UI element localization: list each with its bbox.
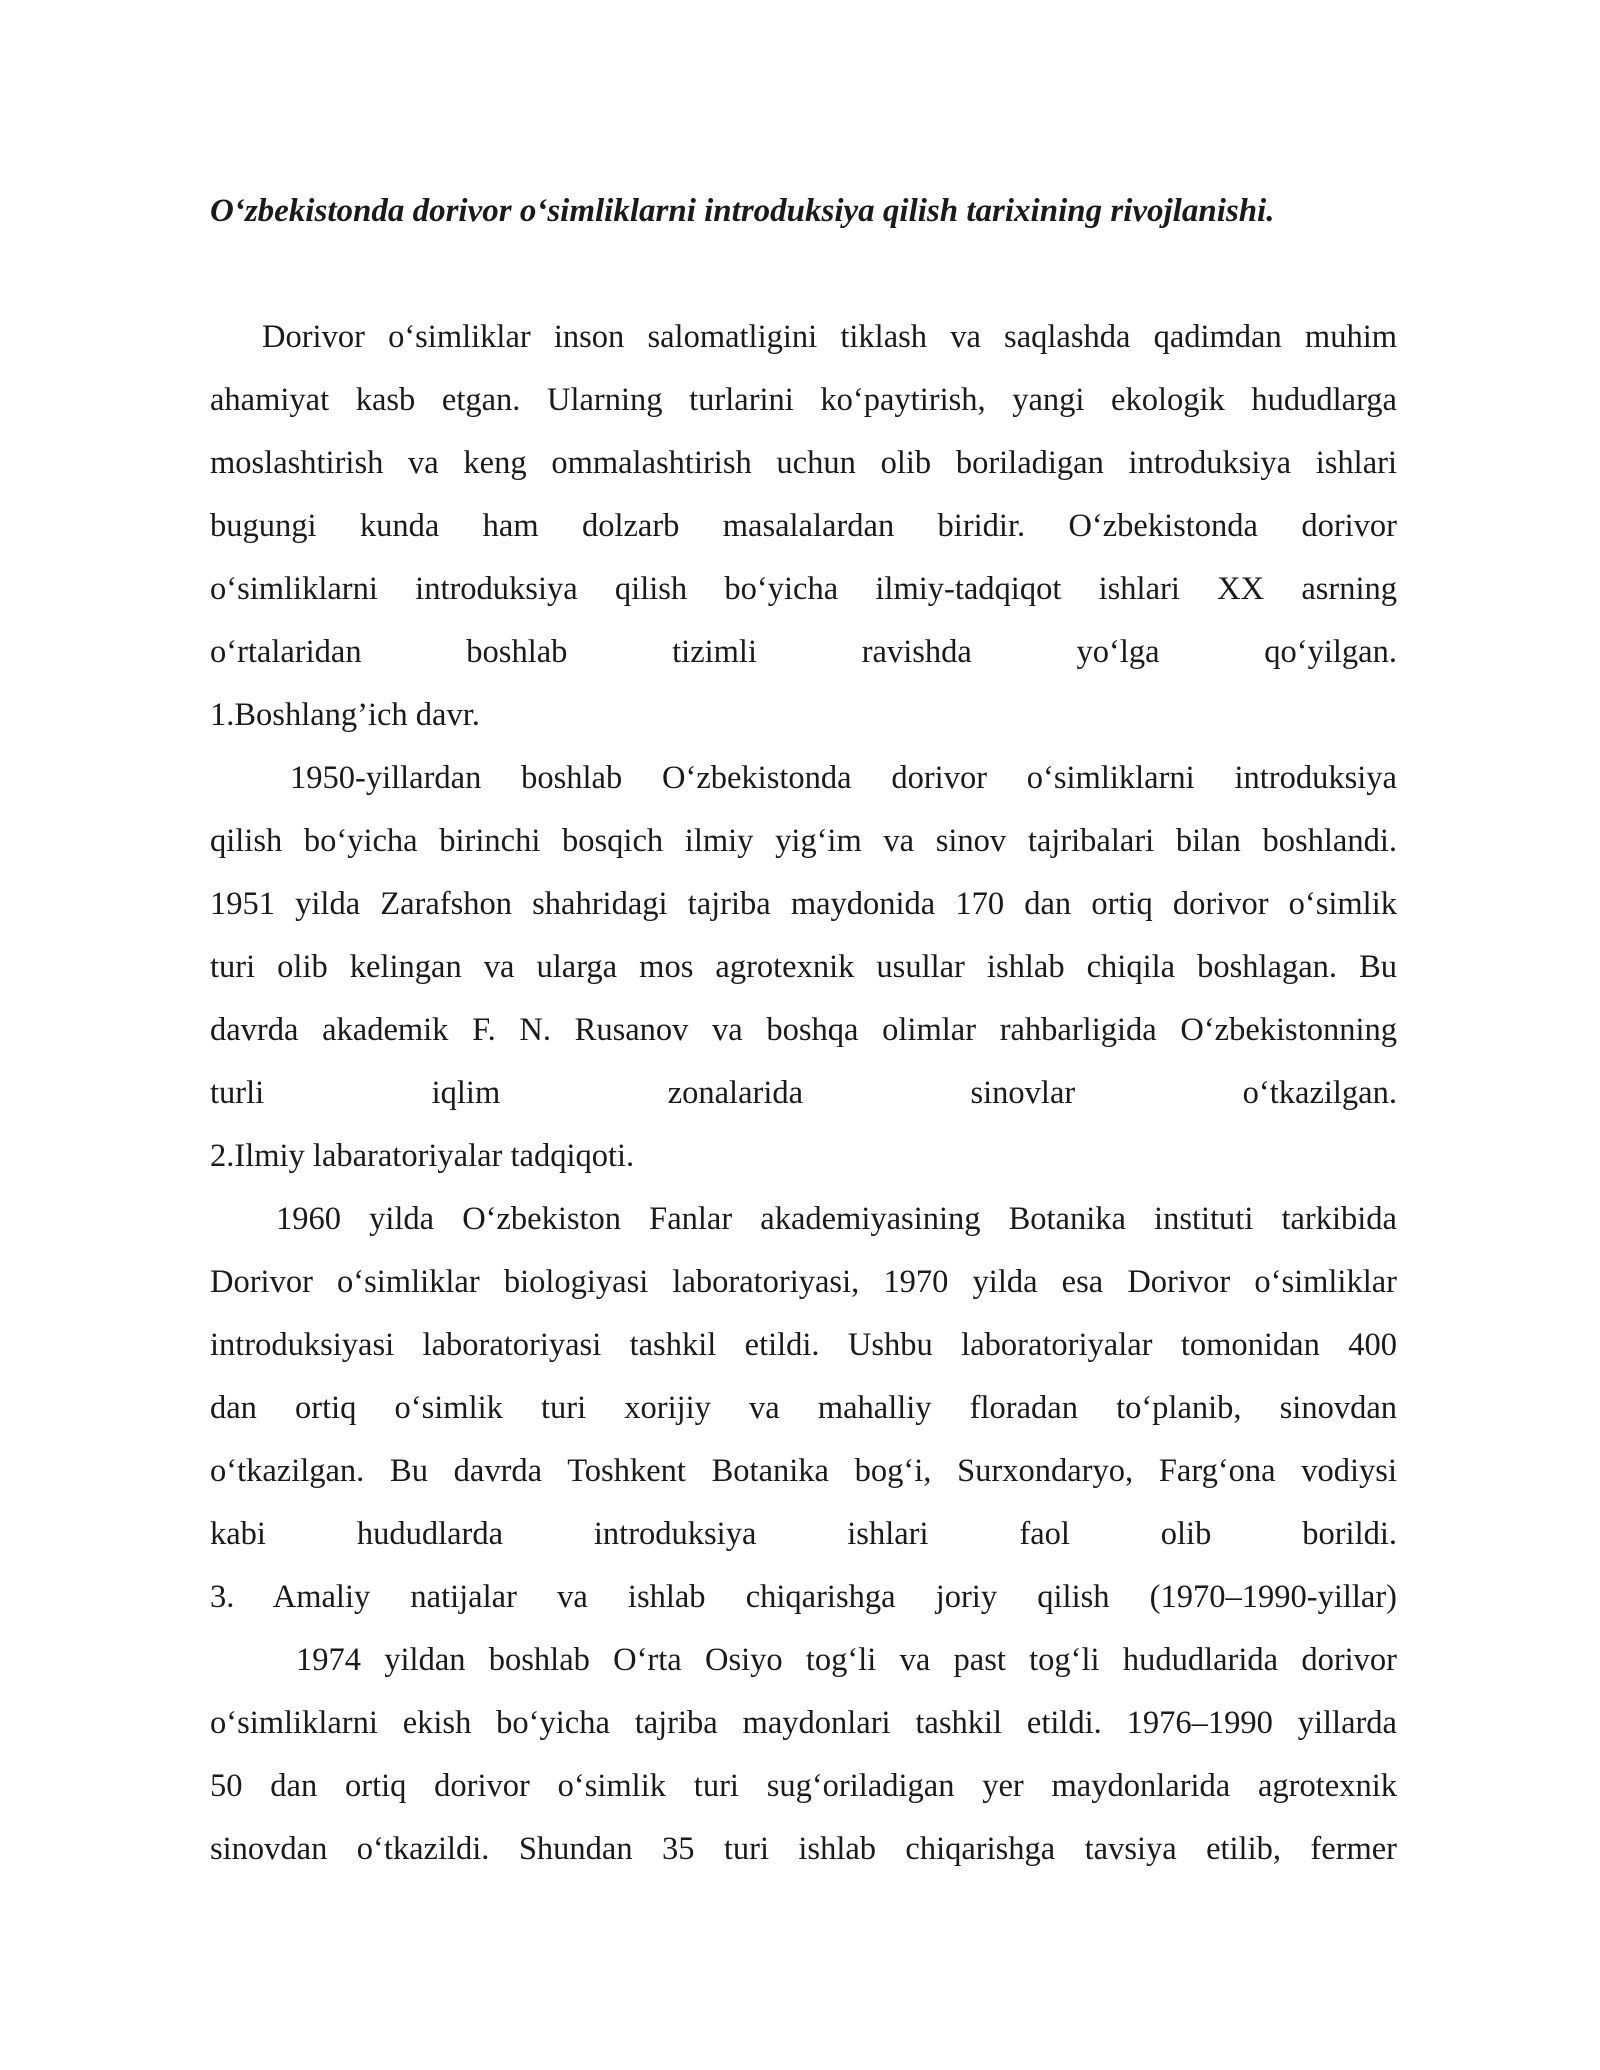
section-heading: 2.Ilmiy labaratoriyalar tadqiqoti.	[210, 1138, 635, 1174]
text-line: turi olib kelingan va ularga mos agrotexnik usullar ishlab chiqila boshlagan. Bu	[210, 949, 1397, 985]
text-line: o‘rtalaridan boshlab tizimli ravishda yo‘lga qo‘yilgan.	[210, 634, 1397, 670]
text-line: davrda akademik F. N. Rusanov va boshqa olimlar rahbarligida O‘zbekistonning	[210, 1012, 1397, 1048]
text-line: Dorivor o‘simliklar inson salomatligini tiklash va saqlashda qadimdan muhim	[262, 319, 1397, 355]
text-line: 1960 yilda O‘zbekiston Fanlar akademiyasining Botanika instituti tarkibida	[276, 1201, 1397, 1237]
text-line: qilish bo‘yicha birinchi bosqich ilmiy yig‘im va sinov tajribalari bilan boshlandi.	[210, 823, 1397, 859]
text-line: 1950-yillardan boshlab O‘zbekistonda dorivor o‘simliklarni introduksiya	[290, 760, 1397, 796]
text-line: o‘simliklarni introduksiya qilish bo‘yicha ilmiy-tadqiqot ishlari XX asrning	[210, 571, 1397, 607]
text-line: Dorivor o‘simliklar biologiyasi laboratoriyasi, 1970 yilda esa Dorivor o‘simliklar	[210, 1264, 1397, 1300]
text-line: kabi hududlarda introduksiya ishlari faol olib borildi.	[210, 1516, 1397, 1552]
text-line: 50 dan ortiq dorivor o‘simlik turi sug‘oriladigan yer maydonlarida agrotexnik	[210, 1768, 1397, 1804]
text-line: sinovdan o‘tkazildi. Shundan 35 turi ishlab chiqarishga tavsiya etilib, fermer	[210, 1831, 1397, 1867]
text-line: 1974 yildan boshlab O‘rta Osiyo tog‘li va past tog‘li hududlarida dorivor	[296, 1642, 1397, 1678]
text-line: o‘tkazilgan. Bu davrda Toshkent Botanika bog‘i, Surxondaryo, Farg‘ona vodiysi	[210, 1453, 1397, 1489]
text-line: ahamiyat kasb etgan. Ularning turlarini ko‘paytirish, yangi ekologik hududlarga	[210, 382, 1397, 418]
section-heading: 1.Boshlang’ich davr.	[210, 697, 480, 733]
text-line: dan ortiq o‘simlik turi xorijiy va mahalliy floradan to‘planib, sinovdan	[210, 1390, 1397, 1426]
text-line: 1951 yilda Zarafshon shahridagi tajriba maydonida 170 dan ortiq dorivor o‘simlik	[210, 886, 1397, 922]
text-line: introduksiyasi laboratoriyasi tashkil etildi. Ushbu laboratoriyalar tomonidan 400	[210, 1327, 1397, 1363]
text-line: o‘simliklarni ekish bo‘yicha tajriba maydonlari tashkil etildi. 1976–1990 yillarda	[210, 1705, 1397, 1741]
text-line: turli iqlim zonalarida sinovlar o‘tkazilgan.	[210, 1075, 1397, 1111]
section-heading: 3. Amaliy natijalar va ishlab chiqarishga joriy qilish (1970–1990-yillar)	[210, 1579, 1397, 1615]
document-title: O‘zbekistonda dorivor o‘simliklarni introduksiya qilish tarixining rivojlanishi.	[210, 193, 1275, 229]
text-line: bugungi kunda ham dolzarb masalalardan biridir. O‘zbekistonda dorivor	[210, 508, 1397, 544]
text-line: moslashtirish va keng ommalashtirish uchun olib boriladigan introduksiya ishlari	[210, 445, 1397, 481]
document-body	[210, 306, 1397, 1881]
